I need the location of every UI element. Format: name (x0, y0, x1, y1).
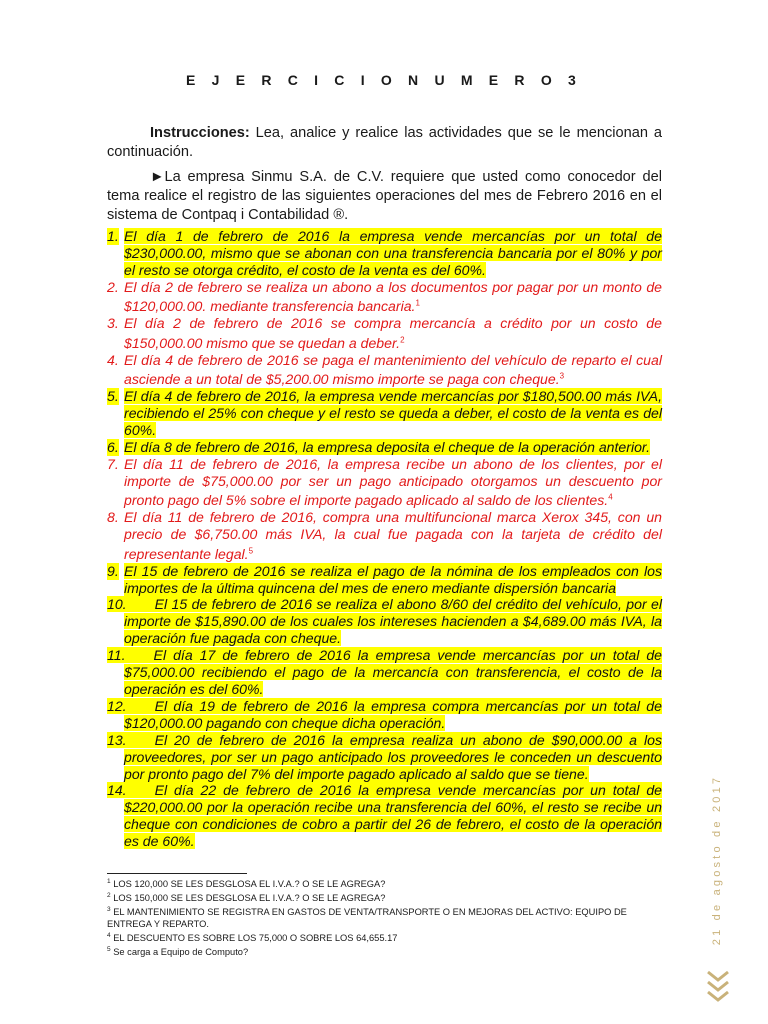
side-date-text: 21 de agosto de 2017 (711, 774, 723, 946)
list-item-text: El día 22 de febrero de 2016 la empresa vende mercancías por un total de $220,000.00 por la operación recibe una transferencia del 60%, el resto se recibe un cheque con condiciones de cobro a partir del 26 de febrero, el costo de la operación es de 60%. (124, 782, 662, 850)
list-item (107, 315, 662, 352)
footnote-text: EL DESCUENTO ES SOBRE LOS 75,000 O SOBRE LOS 64,655.17 (113, 933, 398, 944)
list-item-number: 8. (107, 509, 119, 526)
footnote-text: LOS 120,000 SE LES DESGLOSA EL I.V.A.? O SE LE AGREGA? (113, 879, 386, 890)
list-item-number: 6. (107, 438, 119, 455)
list-item (107, 439, 662, 456)
list-item (107, 388, 662, 439)
list-item (107, 456, 662, 509)
list-item (107, 279, 662, 316)
list-item (107, 352, 662, 389)
list-item (107, 563, 662, 597)
footnote-number: 2 (107, 892, 111, 900)
list-item (107, 509, 662, 562)
footnote-ref: 1 (415, 298, 420, 308)
list-item-text: El día 4 de febrero de 2016, la empresa vende mercancías por $180,500.00 más IVA, recibiendo el 25% con cheque y el resto se queda a deber, el costo de la venta es del 60%. (124, 388, 662, 439)
footnotes (107, 876, 667, 958)
list-item-text: El 15 de febrero de 2016 se realiza el abono 8/60 del crédito del vehículo, por el importe de $15,890.00 de los cuales los intereses hacienden a $4,689.00 más IVA, la operación fue pagada con cheque. (124, 596, 662, 647)
footnote (107, 944, 667, 958)
intro-paragraph (107, 168, 662, 225)
list-item-text: El día 2 de febrero se realiza un abono a los documentos por pagar por un monto de $120,000.00. mediante transferencia bancaria.$^1$ (124, 278, 662, 315)
footnote-text: Se carga a Equipo de Computo? (113, 947, 249, 958)
instructions-paragraph (107, 124, 662, 162)
footnote-divider (107, 873, 247, 874)
list-item-number: 2. (107, 278, 119, 295)
list-item (107, 647, 662, 698)
footnote-ref: 4 (608, 492, 613, 502)
footnote-number: 5 (107, 946, 111, 954)
footnote-number: 1 (107, 878, 111, 885)
footnote-number: 4 (107, 932, 111, 940)
arrow-bullet-icon: ► (150, 169, 165, 185)
list-item-number: 3. (107, 315, 119, 332)
footnote-number: 3 (107, 906, 111, 914)
list-item-text: El 20 de febrero de 2016 la empresa realiza un abono de $90,000.00 a los proveedores, por ser un pago anticipado los proveedores le conceden un descuento por pronto pago del 7% del importe pagado aplicado al saldo que se tiene. (124, 731, 662, 782)
list-item-number: 11. (107, 647, 154, 663)
footnote (107, 930, 667, 944)
list-item-text: El día 4 de febrero de 2016 se paga el mantenimiento del vehículo de reparto el cual asciende a un total de $5,200.00 mismo importe se paga con cheque.$^3$ (124, 351, 662, 388)
footnote (107, 876, 667, 890)
list-item-text: El día 19 de febrero de 2016 la empresa compra mercancías por un total de $120,000.00 pagando con cheque dicha operación. (124, 697, 662, 731)
footnote-text: LOS 150,000 SE LES DESGLOSA EL I.V.A.? O SE LE AGREGA? (113, 893, 386, 904)
footnote-ref: 2 (400, 335, 405, 345)
list-item-text: El día 11 de febrero de 2016, compra una multifuncional marca Xerox 345, con un precio de $6,750.00 más IVA, la cual fue pagada con la tarjeta de crédito del representante legal.$^5$ (124, 509, 662, 562)
list-item-text: El día 11 de febrero de 2016, la empresa recibe un abono de los clientes, por el importe de $75,000.00 por ser un pago anticipado otorgamos un descuento por pronto pago del 5% sobre el importe pagado aplicado al saldo de los clientes.$^4$ (124, 455, 662, 509)
footnote-ref: 5 (248, 546, 254, 556)
list-item (107, 228, 662, 279)
list-item-text: El 15 de febrero de 2016 se realiza el pago de la nómina de los empleados con los importes de la última quincena del mes de enero mediante dispersión bancaria (124, 562, 662, 596)
list-item-number: 4. (107, 351, 119, 368)
list-item (107, 698, 662, 732)
instructions-text: Lea, analice y realice las actividades que se le mencionan a continuación. (107, 125, 662, 160)
instructions-label: Instrucciones: (150, 125, 250, 141)
side-date (705, 770, 729, 950)
double-chevron-down-icon (704, 968, 732, 1004)
list-item-text: El día 17 de febrero de 2016 la empresa vende mercancías por un total de $75,000.00 recibiendo el pago de la mercancía con transferencia, el costo de la operación es del 60%. (124, 647, 662, 697)
list-item (107, 732, 662, 783)
list-item-text: El día 1 de febrero de 2016 la empresa vende mercancías por un total de $230,000.00, mismo que se abonan con una transferencia bancaria por el 80% y por el resto se otorga crédito, el costo de la venta es del 60%. (124, 228, 662, 278)
list-item-number: 13. (107, 732, 155, 748)
list-item-number: 14. (107, 782, 155, 798)
operations-list (107, 228, 662, 850)
list-item-number: 5. (107, 388, 119, 405)
list-item-text: El día 2 de febrero de 2016 se compra mercancía a crédito por un costo de $150,000.00 mismo que se quedan a deber.$^2$ (124, 315, 662, 351)
list-item-number: 1. (107, 228, 119, 244)
intro-text: La empresa Sinmu S.A. de C.V. requiere que usted como conocedor del tema realice el registro de las siguientes operaciones del mes de Febrero 2016 en el sistema de Contpaq i Contabilidad ®. (107, 169, 662, 223)
list-item-number: 7. (107, 455, 119, 472)
footnote-ref: 3 (559, 371, 565, 381)
list-item (107, 782, 662, 850)
page-title: E J E R C I C I O N U M E R O 3 (185, 72, 582, 88)
footnote (107, 890, 667, 904)
list-item-number: 9. (107, 562, 119, 579)
list-item-number: 12. (107, 698, 155, 714)
list-item (107, 596, 662, 647)
footnote-text: EL MANTENIMIENTO SE REGISTRA EN GASTOS DE VENTA/TRANSPORTE O EN MEJORAS DEL ACTIVO: EQUIPO DE ENTREGA Y REPARTO. (107, 907, 627, 930)
list-item-number: 10. (107, 596, 155, 612)
footnote (107, 904, 667, 930)
list-item-text: El día 8 de febrero de 2016, la empresa deposita el cheque de la operación anterior. (124, 438, 650, 455)
